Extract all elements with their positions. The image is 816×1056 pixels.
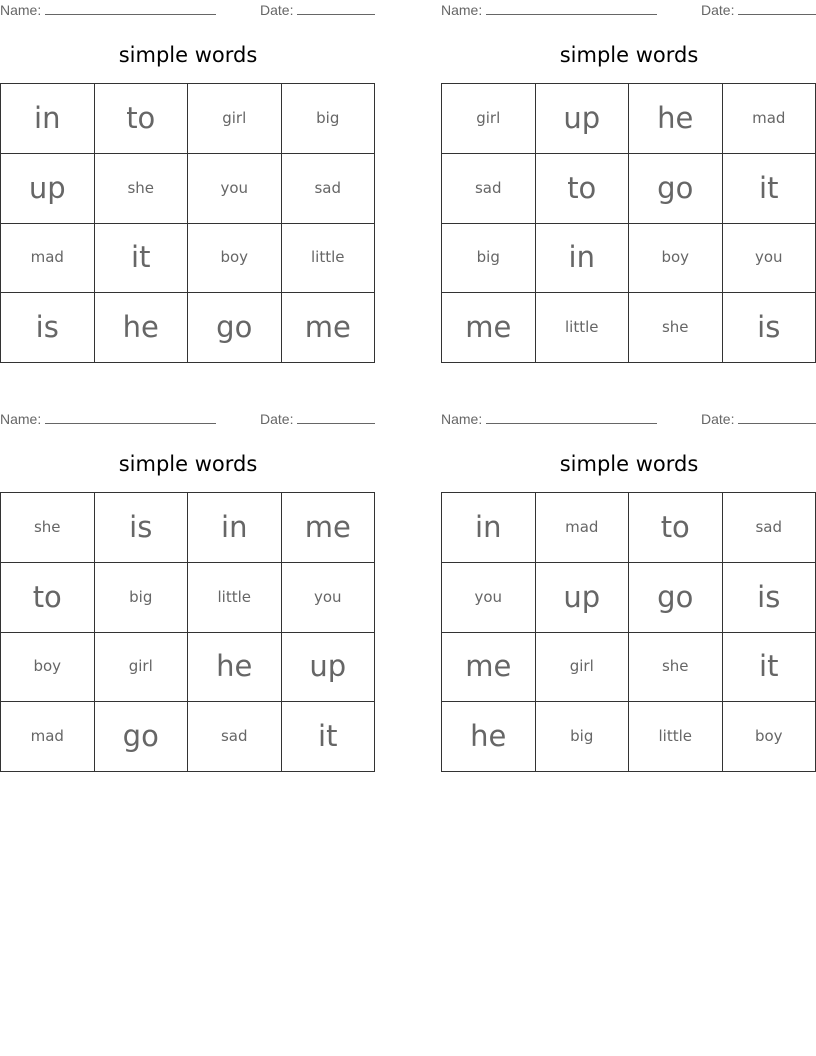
bingo-cell[interactable]: you [723, 224, 816, 294]
bingo-grid [441, 83, 816, 363]
name-label: Name: [441, 2, 483, 18]
date-blank-line[interactable] [738, 412, 816, 424]
date-label: Date: [701, 411, 735, 427]
bingo-cell[interactable]: girl [442, 84, 536, 154]
bingo-cell[interactable]: me [282, 493, 376, 563]
bingo-cell[interactable]: it [723, 633, 816, 703]
date-field[interactable] [701, 411, 816, 427]
name-label: Name: [0, 411, 42, 427]
date-label: Date: [701, 2, 735, 18]
name-field[interactable] [441, 411, 657, 427]
name-field[interactable] [0, 411, 216, 427]
bingo-cell[interactable]: up [536, 84, 630, 154]
name-blank-line[interactable] [486, 3, 657, 15]
card-title: simple words [559, 452, 699, 476]
bingo-cell[interactable]: little [188, 563, 282, 633]
bingo-cell[interactable]: up [282, 633, 376, 703]
bingo-cell[interactable]: mad [723, 84, 816, 154]
bingo-cell[interactable]: is [723, 293, 816, 363]
bingo-cell[interactable]: you [282, 563, 376, 633]
name-blank-line[interactable] [486, 412, 657, 424]
bingo-cell[interactable]: you [188, 154, 282, 224]
bingo-cell[interactable]: to [1, 563, 95, 633]
bingo-cell[interactable]: sad [442, 154, 536, 224]
bingo-cell[interactable]: she [629, 633, 723, 703]
bingo-cell[interactable]: sad [188, 702, 282, 772]
bingo-cell[interactable]: it [95, 224, 189, 294]
bingo-cell[interactable]: she [95, 154, 189, 224]
bingo-cell[interactable]: me [282, 293, 376, 363]
bingo-cell[interactable]: in [536, 224, 630, 294]
bingo-cell[interactable]: little [629, 702, 723, 772]
bingo-cell[interactable]: in [442, 493, 536, 563]
bingo-cell[interactable]: sad [723, 493, 816, 563]
bingo-card [0, 0, 376, 364]
bingo-cell[interactable]: in [188, 493, 282, 563]
bingo-cell[interactable]: he [95, 293, 189, 363]
bingo-cell[interactable]: it [723, 154, 816, 224]
bingo-cell[interactable]: boy [629, 224, 723, 294]
bingo-cell[interactable]: go [629, 563, 723, 633]
bingo-cell[interactable]: me [442, 633, 536, 703]
name-field[interactable] [441, 2, 657, 18]
bingo-cell[interactable]: big [442, 224, 536, 294]
name-date-header [0, 411, 376, 429]
bingo-card [441, 0, 816, 364]
name-label: Name: [0, 2, 42, 18]
bingo-cell[interactable]: me [442, 293, 536, 363]
bingo-cell[interactable]: boy [1, 633, 95, 703]
bingo-cell[interactable]: boy [723, 702, 816, 772]
bingo-cell[interactable]: big [536, 702, 630, 772]
bingo-cell[interactable]: she [629, 293, 723, 363]
bingo-cell[interactable]: little [282, 224, 376, 294]
card-title: simple words [559, 43, 699, 67]
card-title: simple words [118, 452, 258, 476]
bingo-cell[interactable]: girl [95, 633, 189, 703]
date-field[interactable] [260, 411, 375, 427]
date-field[interactable] [701, 2, 816, 18]
bingo-cell[interactable]: go [95, 702, 189, 772]
bingo-cell[interactable]: go [629, 154, 723, 224]
bingo-cell[interactable]: to [95, 84, 189, 154]
name-blank-line[interactable] [45, 412, 216, 424]
name-field[interactable] [0, 2, 216, 18]
bingo-cell[interactable]: up [1, 154, 95, 224]
date-label: Date: [260, 2, 294, 18]
bingo-cell[interactable]: big [282, 84, 376, 154]
bingo-cell[interactable]: mad [1, 702, 95, 772]
bingo-cell[interactable]: she [1, 493, 95, 563]
date-field[interactable] [260, 2, 375, 18]
bingo-card [0, 409, 376, 773]
bingo-cell[interactable]: mad [536, 493, 630, 563]
bingo-cell[interactable]: he [442, 702, 536, 772]
bingo-cell[interactable]: big [95, 563, 189, 633]
bingo-cell[interactable]: up [536, 563, 630, 633]
name-label: Name: [441, 411, 483, 427]
bingo-cell[interactable]: little [536, 293, 630, 363]
bingo-cell[interactable]: is [1, 293, 95, 363]
card-title: simple words [118, 43, 258, 67]
bingo-cell[interactable]: in [1, 84, 95, 154]
date-blank-line[interactable] [297, 412, 375, 424]
bingo-grid [0, 492, 375, 772]
bingo-cell[interactable]: you [442, 563, 536, 633]
name-date-header [441, 411, 816, 429]
date-label: Date: [260, 411, 294, 427]
bingo-cell[interactable]: is [95, 493, 189, 563]
bingo-cell[interactable]: he [629, 84, 723, 154]
bingo-cell[interactable]: girl [536, 633, 630, 703]
bingo-cell[interactable]: to [629, 493, 723, 563]
bingo-card [441, 409, 816, 773]
name-date-header [441, 2, 816, 20]
bingo-cell[interactable]: girl [188, 84, 282, 154]
bingo-grid [441, 492, 816, 772]
bingo-cell[interactable]: is [723, 563, 816, 633]
name-blank-line[interactable] [45, 3, 216, 15]
bingo-cell[interactable]: sad [282, 154, 376, 224]
bingo-cell[interactable]: go [188, 293, 282, 363]
name-date-header [0, 2, 376, 20]
bingo-cell[interactable]: boy [188, 224, 282, 294]
bingo-grid [0, 83, 375, 363]
date-blank-line[interactable] [738, 3, 816, 15]
bingo-cell[interactable]: to [536, 154, 630, 224]
bingo-cell[interactable]: it [282, 702, 376, 772]
bingo-cell[interactable]: mad [1, 224, 95, 294]
date-blank-line[interactable] [297, 3, 375, 15]
bingo-cell[interactable]: he [188, 633, 282, 703]
